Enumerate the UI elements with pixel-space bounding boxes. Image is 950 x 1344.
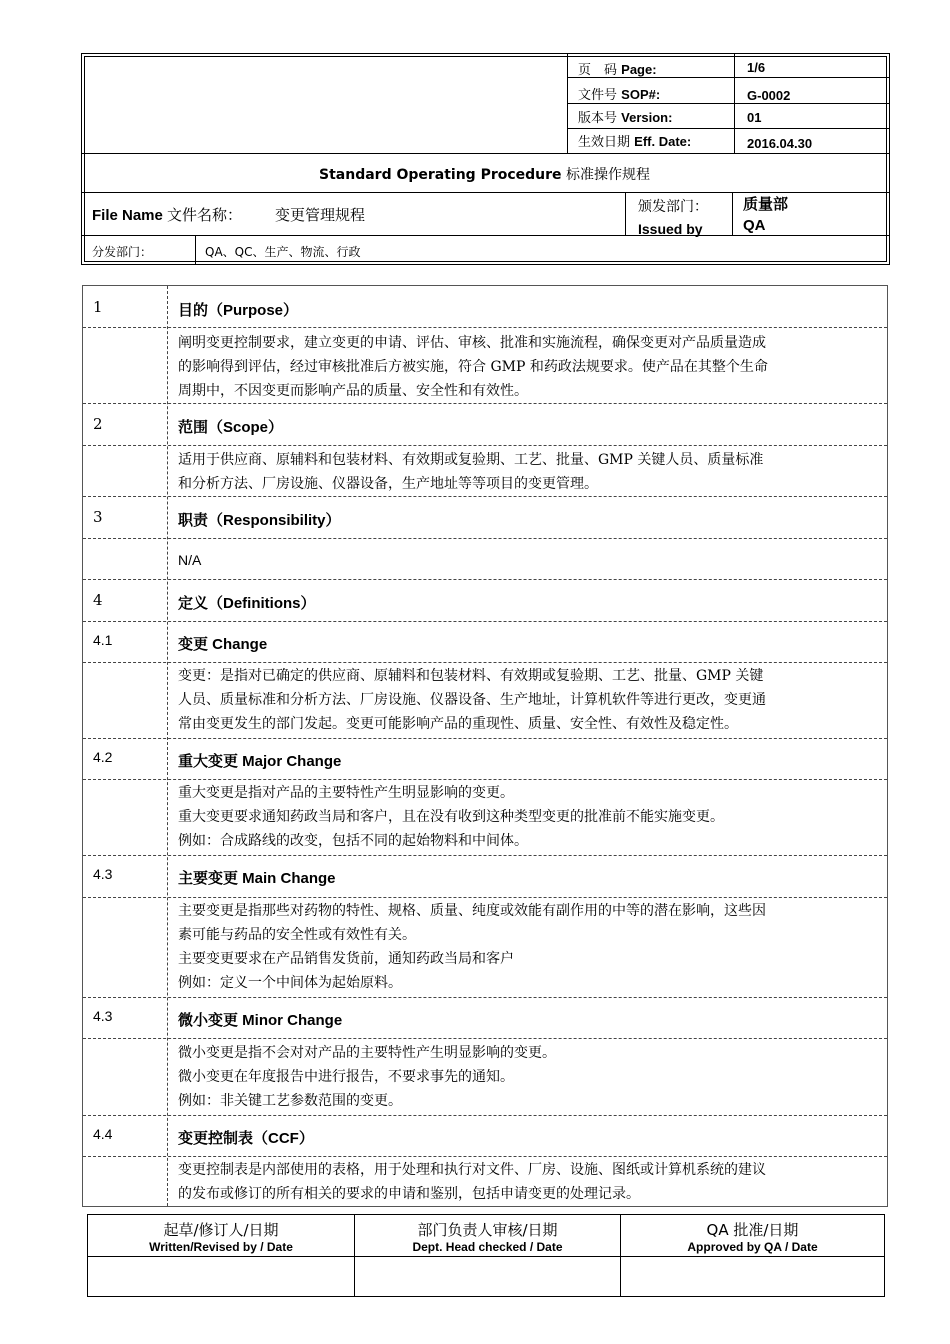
- section-number: 1: [93, 298, 103, 316]
- issued-by-label-cn: 颁发部门：: [638, 199, 708, 215]
- sop-label: 文件号 SOP#:: [578, 87, 661, 103]
- version-value: 01: [747, 110, 762, 125]
- issued-by-value-en: QA: [743, 217, 766, 234]
- major-change-text: 重大变更是指对产品的主要特性产生明显影响的变更。 重大变更要求通知药政当局和客户，且在没有收到这种类型变更的批准前不能实施变更。 例如：合成路线的改变，包括不同的起始物料和中间体。: [178, 785, 724, 849]
- page-value: 1/6: [747, 60, 766, 75]
- minor-change-text: 微小变更是指不会对对产品的主要特性产生明显影响的变更。 微小变更在年度报告中进行报告，不要求事先的通知。 例如：非关键工艺参数范围的变更。: [178, 1045, 556, 1109]
- distribution-label: 分发部门：: [92, 245, 153, 259]
- section-number: 3: [93, 508, 103, 526]
- distribution-value: QA、QC、生产、物流、行政: [205, 245, 361, 259]
- section-number: 4: [93, 591, 103, 609]
- approved-by-signature-cell[interactable]: [622, 1258, 882, 1294]
- purpose-text: 阐明变更控制要求，建立变更的申请、评估、审核、批准和实施流程，确保变更对产品质量造成 的影响得到评估，经过审核批准后方被实施，符合 GMP 和药政法规要求。使产品在其整个生命 周期中，不因变更而影响产品的质量、安全性和有效性。: [178, 335, 768, 399]
- sop-title: Standard Operating Procedure 标准操作规程: [319, 167, 650, 183]
- subsection-number: 4.4: [93, 1126, 113, 1142]
- subsection-number: 4.2: [93, 749, 113, 765]
- section-number: 2: [93, 415, 103, 433]
- subsection-number: 4.1: [93, 632, 113, 648]
- file-name-value: 变更管理规程: [275, 206, 366, 224]
- issued-by-value-cn: 质量部: [743, 196, 789, 213]
- section-title-responsibility: 职责（Responsibility）: [178, 512, 341, 529]
- procedure-table: [82, 285, 888, 1207]
- section-title-scope: 范围（Scope）: [178, 419, 284, 436]
- section-title-purpose: 目的（Purpose）: [178, 302, 299, 319]
- subsection-number: 4.3: [93, 1008, 113, 1024]
- change-definition-text: 变更：是指对已确定的供应商、原辅料和包装材料、有效期或复验期、工艺、批量、GMP 关键 人员、质量标准和分析方法、厂房设施、仪器设备、生产地址，计算机软件等进行更改，变更通 常由变更发生的部门发起。变更可能影响产品的重现性、质量、安全性、有效性及稳定性。: [178, 668, 766, 732]
- document-header: [81, 53, 890, 265]
- scope-text: 适用于供应商、原辅料和包装材料、有效期或复验期、工艺、批量、GMP 关键人员、质量标准 和分析方法、厂房设施、仪器设备，生产地址等等项目的变更管理。: [178, 452, 764, 492]
- version-label: 版本号 Version:: [578, 110, 673, 126]
- signature-table: [87, 1214, 885, 1297]
- approved-by-header: QA 批准/日期 Approved by QA / Date: [687, 1221, 818, 1254]
- subsection-title-ccf: 变更控制表（CCF）: [178, 1130, 314, 1147]
- sop-value: G-0002: [747, 88, 791, 103]
- eff-date-value: 2016.04.30: [747, 136, 813, 151]
- ccf-definition-text: 变更控制表是内部使用的表格，用于处理和执行对文件、厂房、设施、图纸或计算机系统的建议 的发布或修订的所有相关的要求的申请和鉴别，包括申请变更的处理记录。: [178, 1162, 766, 1202]
- checked-by-header: 部门负责人审核/日期 Dept. Head checked / Date: [412, 1221, 563, 1254]
- checked-by-signature-cell[interactable]: [356, 1258, 618, 1294]
- subsection-title-minor-change: 微小变更 Minor Change: [178, 1012, 343, 1029]
- subsection-number: 4.3: [93, 866, 113, 882]
- responsibility-text: N/A: [178, 552, 202, 568]
- written-by-header: 起草/修订人/日期 Written/Revised by / Date: [149, 1221, 293, 1254]
- subsection-title-main-change: 主要变更 Main Change: [178, 870, 336, 887]
- subsection-title-change: 变更 Change: [178, 636, 268, 653]
- eff-date-label: 生效日期 Eff. Date:: [578, 134, 692, 150]
- subsection-title-major-change: 重大变更 Major Change: [178, 753, 342, 770]
- page-label: 页 码 Page:: [578, 62, 657, 78]
- file-name-label: File Name 文件名称：: [92, 206, 243, 224]
- written-by-signature-cell[interactable]: [90, 1258, 352, 1294]
- main-change-text: 主要变更是指那些对药物的特性、规格、质量、纯度或效能有副作用的中等的潜在影响，这些因 素可能与药品的安全性或有效性有关。 主要变更要求在产品销售发货前，通知药政当局和客户 例如：定义一个中间体为起始原料。: [178, 903, 766, 991]
- issued-by-label-en: Issued by: [638, 221, 703, 237]
- section-title-definitions: 定义（Definitions）: [178, 595, 316, 612]
